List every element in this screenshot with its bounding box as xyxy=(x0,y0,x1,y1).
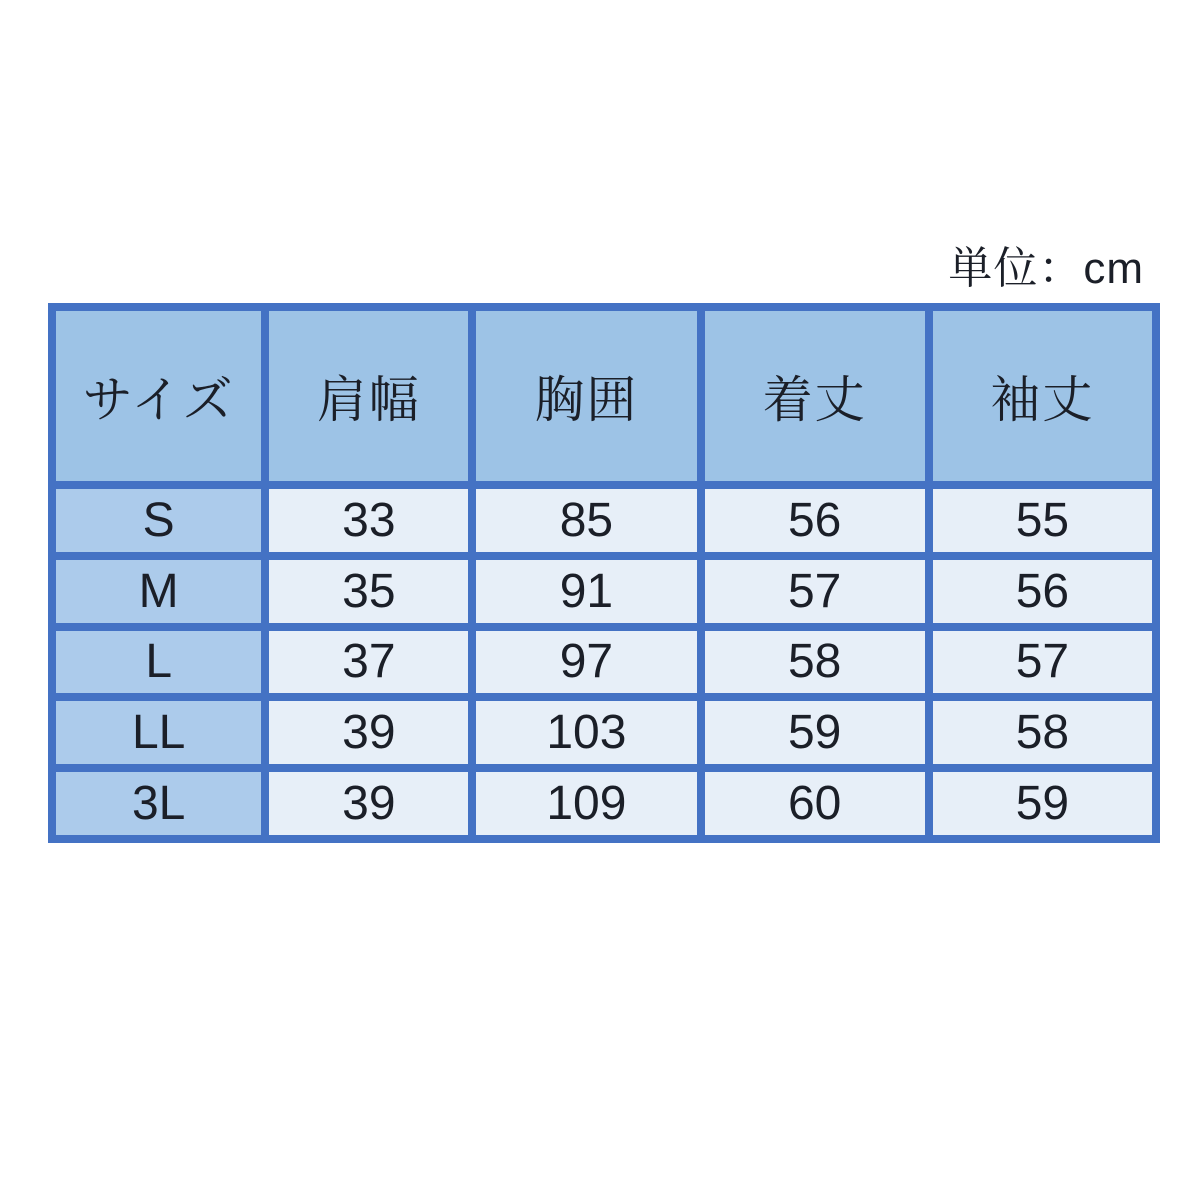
value-cell: 59 xyxy=(933,772,1152,835)
value-cell: 35 xyxy=(269,560,468,623)
size-cell: S xyxy=(56,489,261,552)
column-header-chest: 胸囲 xyxy=(476,311,696,481)
value-cell: 109 xyxy=(476,772,696,835)
value-cell: 97 xyxy=(476,631,696,694)
size-chart-table-wrap xyxy=(48,303,1160,843)
value-cell: 59 xyxy=(705,701,925,764)
size-cell: L xyxy=(56,631,261,694)
value-cell: 57 xyxy=(933,631,1152,694)
table-row-m xyxy=(56,560,1152,623)
size-cell: LL xyxy=(56,701,261,764)
table-row-3l xyxy=(56,772,1152,835)
unit-label: 単位：cm xyxy=(948,244,1144,293)
value-cell: 56 xyxy=(933,560,1152,623)
value-cell: 56 xyxy=(705,489,925,552)
value-cell: 39 xyxy=(269,772,468,835)
table-row-s xyxy=(56,489,1152,552)
value-cell: 39 xyxy=(269,701,468,764)
value-cell: 37 xyxy=(269,631,468,694)
column-header-size: サイズ xyxy=(56,311,261,481)
value-cell: 58 xyxy=(705,631,925,694)
value-cell: 85 xyxy=(476,489,696,552)
header-row xyxy=(56,311,1152,481)
value-cell: 55 xyxy=(933,489,1152,552)
column-header-sleeve-length: 袖丈 xyxy=(933,311,1152,481)
table-row-ll xyxy=(56,701,1152,764)
value-cell: 33 xyxy=(269,489,468,552)
size-cell: M xyxy=(56,560,261,623)
value-cell: 57 xyxy=(705,560,925,623)
size-chart-table xyxy=(48,303,1160,843)
table-row-l xyxy=(56,631,1152,694)
value-cell: 91 xyxy=(476,560,696,623)
value-cell: 58 xyxy=(933,701,1152,764)
size-cell: 3L xyxy=(56,772,261,835)
value-cell: 60 xyxy=(705,772,925,835)
column-header-shoulder-width: 肩幅 xyxy=(269,311,468,481)
column-header-body-length: 着丈 xyxy=(705,311,925,481)
value-cell: 103 xyxy=(476,701,696,764)
